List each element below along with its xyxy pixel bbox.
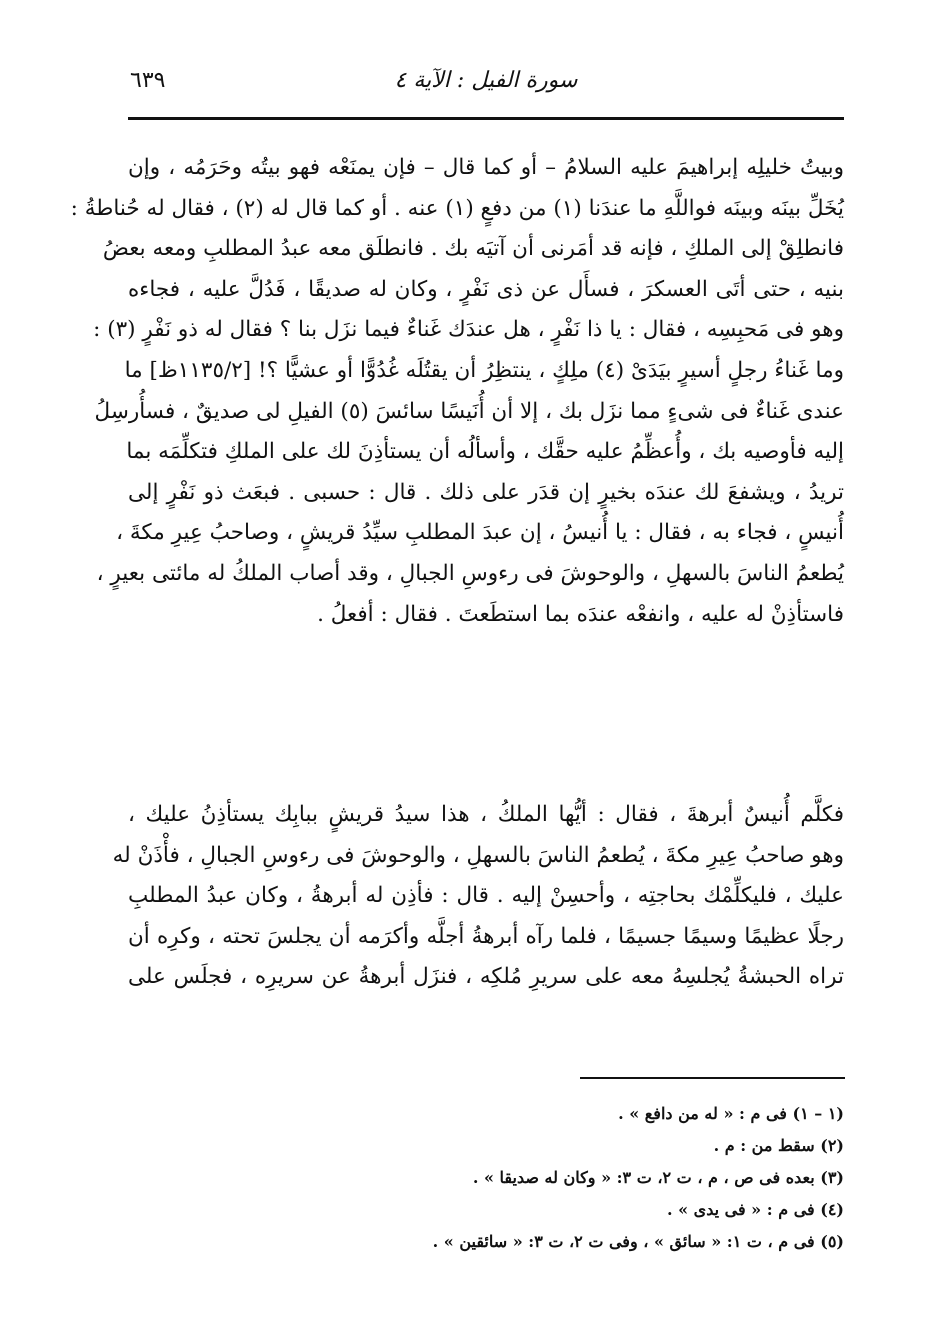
text-line: فكلَّم أُنيسٌ أبرهةَ ، فقال : أيُّها الملكُ ، هذا سيدُ قريشٍ ببابِك يستأذِنُ عليك ، [128,802,844,827]
text-line: وما غَناءُ رجلٍ أسيرٍ بيَدَىْ (٤) ملِكٍ ، ينتظِرُ أن يقتُلَه غُدُوًّا أو عشيًّا ؟! [١١٣٥/٢ظ] ما [124,357,844,383]
text-line: تراه الحبشةُ يُجلسِهُ معه على سريرِ مُلكِه ، فنزَل أبرهةُ عن سريرِه ، فجلَس على [128,964,844,990]
footnote-divider [580,1077,845,1079]
page-number: ٦٣٩ [130,68,166,93]
text-line: يُطعمُ الناسَ بالسهلِ ، والوحوشَ فى رءوسِ الجبالِ ، وقد أصاب الملكُ له مائتى بعيرٍ ، [96,560,844,586]
text-line: وبيتُ خليلِه إبراهيمَ عليه السلامُ – أو كما قال – فإن يمنَعْه فهو بيتُه وحَرَمُه ، وإن [128,155,844,180]
running-header [128,62,844,106]
footnotes [128,1098,844,1258]
text-line: يُخَلِّ بينَه وبينَه فواللَّهِ ما عندَنا (١) من دفعٍ (١) عنه . أو كما قال له (٢) ، فقال له حُناطةُ : [70,195,844,221]
text-line: رجلًا عظيمًا وسيمًا جسيمًا ، فلما رآه أبرهةُ أجلَّه وأكرَمه أن يجلسَ تحته ، وكرِه أن [128,923,844,949]
footnote: (١ – ١) فى م : « له من دافع » . [618,1104,844,1123]
text-line: إليه فأوصيه بك ، وأُعظِّمُ عليه حقَّك ، وأسألُه أن يستأذِنَ لك على الملكِ فتكلِّمَه بما [126,439,844,465]
text-line: فاستأذِنْ له عليه ، وانفعْه عندَه بما استطَعتَ . فقال : أفعلُ . [317,601,844,627]
text-line: أُنيسٍ ، فجاء به ، فقال : يا أُنيسُ ، إن عبدَ المطلبِ سيِّدُ قريشٍ ، وصاحبُ عِيرِ مكةَ ، [116,520,844,546]
footnote: (٥) فى م ، ت ١: « سائق » ، وفى ت ٢، ت ٣: « سائقين » . [432,1232,844,1251]
header-divider [128,117,844,120]
text-line: تريدُ ، ويشفعَ لك عندَه بخيرٍ إن قدَر على ذلك . قال : حسبى . فبعَث ذو نَفْرٍ إلى [128,479,844,505]
paragraph-1 [70,148,844,635]
surah-title: سورة الفيل : الآية ٤ [394,68,578,93]
text-line: بنيه ، حتى أتَى العسكرَ ، فسأَل عن ذى نَفْرٍ ، وكان له صديقًا ، فَدُلَّ عليه ، فجاءه [128,276,844,302]
text-line: فانطلِقْ إلى الملكِ ، فإنه قد أمَرنى أن آتيَه بك . فانطلَق معه عبدُ المطلبِ ومعه بعضُ [102,236,844,262]
text-line: عندى غَناءٌ فى شىءٍ مما نزَل بك ، إلا أن أُنَيسًا سائسَ (٥) الفيلِ لى صديقٌ ، فسأُرسِلُ [94,398,844,424]
footnote: (٤) فى م : « فى يدى » . [666,1200,844,1219]
paragraph-2 [112,795,844,998]
text-line: وهو فى مَحبِسِه ، فقال : يا ذا نَفْرٍ ، هل عندَك غَناءٌ فيما نزَل بنا ؟ فقال له ذو نَفْرٍ (٣) : [93,317,844,343]
text-line: وهو صاحبُ عِيرِ مكةَ ، يُطعمُ الناسَ بالسهلِ ، والوحوشَ فى رءوسِ الجبالِ ، فأْذَنْ له [112,842,844,868]
text-line: عليك ، فليكلِّمْك بحاجتِه ، وأحسِنْ إليه . قال : فأذِن له أبرهةُ ، وكان عبدُ المطلبِ [128,883,844,909]
footnote: (٣) بعده فى ص ، م ، ت ٢، ت ٣: « وكان له صديقا » . [472,1168,844,1187]
footnote: (٢) سقط من : م . [713,1136,844,1155]
